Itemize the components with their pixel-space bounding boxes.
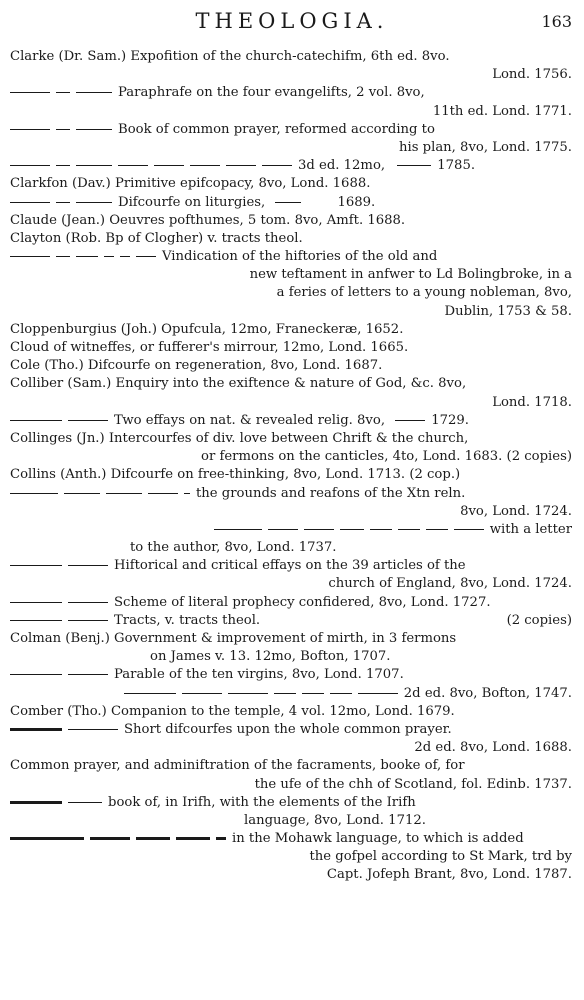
entry-line	[10, 230, 572, 248]
entry-line	[10, 430, 572, 448]
ditto-dash	[358, 693, 398, 694]
entry-text: his plan, 8vo, Lond. 1775.	[398, 139, 572, 155]
entry-line	[10, 303, 572, 321]
entry-text: 2d ed. 8vo, Lond. 1688.	[414, 740, 572, 756]
ditto-dash	[398, 529, 420, 530]
entry-line	[10, 139, 572, 157]
entry-line	[10, 103, 572, 121]
ditto-dash	[10, 165, 50, 166]
ditto-dash	[76, 256, 98, 257]
entry-line	[10, 830, 572, 848]
entry-line	[10, 448, 572, 466]
ditto-dash	[90, 837, 130, 840]
entry-text: 2d ed. 8vo, Bofton, 1747.	[403, 685, 572, 701]
ditto-dash	[76, 92, 112, 93]
ditto-dash	[10, 202, 50, 203]
ditto-dash	[120, 256, 130, 257]
entry-text: Colliber (Sam.) Enquiry into the exiftence & nature of God, &c. 8vo,	[10, 376, 467, 392]
entry-text: Vindication of the hiftories of the old and	[162, 249, 438, 265]
entry-line	[10, 503, 572, 521]
ditto-dash	[190, 165, 220, 166]
entry-line	[10, 357, 572, 375]
entry-text: with a letter	[489, 521, 572, 537]
ditto-dash	[56, 92, 70, 93]
entry-line	[10, 466, 572, 484]
ditto-dash	[10, 565, 62, 566]
entry-text: 3d ed. 12mo,	[298, 158, 386, 174]
ditto-dash	[56, 165, 70, 166]
entry-line	[10, 612, 572, 630]
entry-line	[10, 721, 572, 739]
ditto-dash	[64, 493, 100, 494]
entry-line	[10, 630, 572, 648]
entry-text: Cloud of witneffes, or fufferer's mirrour, 12mo, Lond. 1665.	[10, 340, 409, 355]
ditto-dash	[104, 256, 114, 257]
entry-line	[10, 485, 572, 503]
entry-text: the grounds and reafons of the Xtn reln.	[196, 485, 466, 501]
entry-note: (2 copies)	[506, 612, 572, 628]
ditto-dash	[10, 837, 84, 840]
ditto-dash	[68, 729, 118, 730]
entry-year: 1785.	[437, 158, 476, 174]
ditto-dash	[176, 837, 210, 840]
ditto-dash	[182, 693, 222, 694]
entry-text: Lond. 1718.	[492, 394, 572, 410]
ditto-dash	[184, 493, 190, 494]
entry-line	[10, 812, 572, 830]
page-number: 163	[541, 12, 572, 31]
entry-text: the gofpel according to St Mark, trd by	[309, 849, 572, 865]
ditto-dash	[68, 674, 108, 675]
ditto-dash	[68, 420, 108, 421]
entry-line	[10, 685, 572, 703]
ditto-dash	[136, 256, 156, 257]
entry-year: 1689.	[337, 194, 376, 210]
entry-line	[10, 66, 572, 84]
ditto-dash	[330, 693, 352, 694]
ditto-dash	[10, 620, 62, 621]
entry-text: on James v. 13. 12mo, Bofton, 1707.	[150, 649, 391, 665]
entry-text: Parable of the ten virgins, 8vo, Lond. 1707.	[114, 667, 404, 683]
entry-line	[10, 394, 572, 412]
entry-line	[10, 539, 572, 557]
entry-text: Common prayer, and adminiftration of the facraments, booke of, for	[10, 758, 465, 774]
entry-text: 11th ed. Lond. 1771.	[432, 103, 572, 119]
ditto-dash	[68, 565, 108, 566]
ditto-dash	[10, 420, 62, 421]
entry-text: Dublin, 1753 & 58.	[444, 303, 572, 319]
ditto-dash	[56, 202, 70, 203]
entry-line	[10, 703, 572, 721]
entry-line	[10, 521, 572, 539]
entry-text: Book of common prayer, reformed according to	[118, 121, 435, 137]
ditto-dash	[10, 674, 62, 675]
entry-text: Cloppenburgius (Joh.) Opufcula, 12mo, Franeckeræ, 1652.	[10, 321, 404, 337]
entry-line	[10, 248, 572, 266]
ditto-dash	[76, 165, 112, 166]
entry-text: 8vo, Lond. 1724.	[460, 503, 572, 519]
ditto-dash	[10, 728, 62, 731]
ditto-dash	[10, 801, 62, 804]
ditto-dash	[10, 129, 50, 130]
entry-line	[10, 776, 572, 794]
entry-text: book of, in Irifh, with the elements of the Irifh	[108, 794, 416, 810]
entry-line	[10, 412, 572, 430]
entry-text: to the author, 8vo, Lond. 1737.	[130, 540, 337, 556]
entry-line	[10, 321, 572, 339]
entry-text: in the Mohawk language, to which is added	[232, 831, 524, 847]
ditto-dash	[274, 693, 296, 694]
ditto-dash	[136, 837, 170, 840]
entry-text: Clayton (Rob. Bp of Clogher) v. tracts theol.	[10, 230, 303, 246]
ditto-dash	[76, 202, 112, 203]
ditto-dash	[454, 529, 484, 530]
entry-text: Colman (Benj.) Government & improvement of mirth, in 3 fermons	[10, 631, 457, 646]
entry-line	[10, 375, 572, 393]
ditto-dash	[10, 602, 62, 603]
ditto-dash	[10, 92, 50, 93]
entry-year: 1729.	[431, 412, 469, 428]
entry-line	[10, 739, 572, 757]
entry-line	[10, 284, 572, 302]
running-title: THEOLOGIA.	[195, 9, 389, 33]
entry-text: language, 8vo, Lond. 1712.	[244, 812, 426, 828]
entry-text: Collinges (Jn.) Intercourfes of div. love between Chrift & the church,	[10, 430, 469, 446]
entry-text: Hiftorical and critical effays on the 39 articles of the	[114, 558, 466, 574]
ditto-dash	[10, 493, 58, 494]
ditto-dash	[304, 529, 334, 530]
entry-line	[10, 339, 572, 357]
entry-text: Short difcourfes upon the whole common prayer.	[124, 721, 452, 737]
entry-text: Paraphrafe on the four evangelifts, 2 vol. 8vo,	[118, 85, 425, 101]
entry-line	[10, 557, 572, 575]
entry-line	[10, 48, 572, 66]
entry-text: the ufe of the chh of Scotland, fol. Edinb. 1737.	[254, 776, 572, 792]
entry-text: church of England, 8vo, Lond. 1724.	[328, 576, 572, 592]
ditto-dash	[226, 165, 256, 166]
ditto-dash	[262, 165, 292, 166]
entry-line	[10, 594, 572, 612]
ditto-dash	[302, 693, 324, 694]
entry-text: Scheme of literal prophecy confidered, 8vo, Lond. 1727.	[114, 594, 491, 610]
entry-text: Claude (Jean.) Oeuvres pofthumes, 5 tom. 8vo, Amft. 1688.	[10, 212, 406, 228]
page-header	[0, 6, 584, 36]
entry-line	[10, 175, 572, 193]
entry-text: Tracts, v. tracts theol.	[114, 612, 261, 628]
entry-text: Clarke (Dr. Sam.) Expofition of the church-catechifm, 6th ed. 8vo.	[10, 49, 450, 64]
ditto-dash	[370, 529, 392, 530]
ditto-dash	[124, 693, 176, 694]
ditto-dash	[154, 165, 184, 166]
ditto-dash	[397, 165, 431, 166]
ditto-dash	[56, 256, 70, 257]
ditto-dash	[106, 493, 142, 494]
ditto-dash	[68, 602, 108, 603]
entry-text: or fermons on the canticles, 4to, Lond. 1683. (2 copies)	[201, 449, 572, 465]
entry-line	[10, 84, 572, 102]
entry-line	[10, 757, 572, 775]
entry-text: a feries of letters to a young nobleman, 8vo,	[276, 285, 572, 301]
entry-line	[10, 575, 572, 593]
entry-text: Clarkfon (Dav.) Primitive epifcopacy, 8vo, Lond. 1688.	[10, 176, 371, 192]
ditto-dash	[68, 802, 102, 803]
entry-text: new teftament in anfwer to Ld Bolingbroke, in a	[249, 267, 572, 283]
ditto-dash	[275, 202, 301, 203]
ditto-dash	[216, 837, 226, 840]
ditto-dash	[214, 529, 262, 530]
ditto-dash	[118, 165, 148, 166]
ditto-dash	[340, 529, 364, 530]
ditto-dash	[56, 129, 70, 130]
ditto-dash	[426, 529, 448, 530]
entry-line	[10, 648, 572, 666]
ditto-dash	[10, 256, 50, 257]
entry-line	[10, 157, 572, 175]
entry-line	[10, 212, 572, 230]
ditto-dash	[148, 493, 178, 494]
entry-text: Cole (Tho.) Difcourfe on regeneration, 8vo, Lond. 1687.	[10, 358, 383, 374]
entry-line	[10, 666, 572, 684]
entry-line	[10, 266, 572, 284]
ditto-dash	[395, 420, 425, 421]
ditto-dash	[228, 693, 268, 694]
entry-text: Collins (Anth.) Difcourfe on free-thinking, 8vo, Lond. 1713. (2 cop.)	[10, 467, 461, 483]
entry-line	[10, 194, 572, 212]
entry-text: Two effays on nat. & revealed relig. 8vo,	[114, 412, 386, 428]
entry-line	[10, 848, 572, 866]
entry-text: Difcourfe on liturgies,	[118, 194, 266, 210]
entry-line	[10, 866, 572, 884]
entry-line	[10, 794, 572, 812]
entry-text: Capt. Jofeph Brant, 8vo, Lond. 1787.	[326, 867, 572, 883]
ditto-dash	[68, 620, 108, 621]
entry-text: Lond. 1756.	[492, 67, 572, 83]
ditto-dash	[268, 529, 298, 530]
entry-line	[10, 121, 572, 139]
catalogue-entries	[10, 48, 572, 885]
ditto-dash	[76, 129, 112, 130]
entry-text: Comber (Tho.) Companion to the temple, 4 vol. 12mo, Lond. 1679.	[10, 703, 455, 719]
